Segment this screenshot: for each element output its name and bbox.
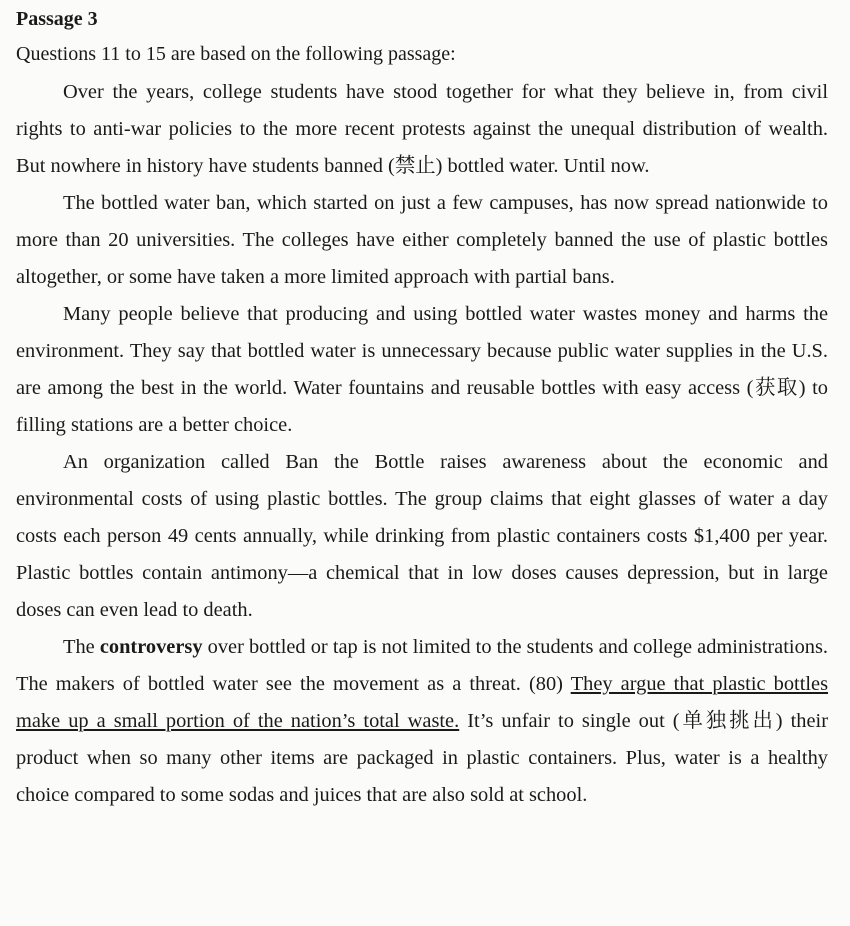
paragraph-3: Many people believe that producing and using bottled water wastes money and harms the environment. They say that bottled water is unnecessary because public water supplies in the U.S. are among the best in the world. Water fountains and reusable bottles with easy access (获取) to filling stations are a better choice. (16, 303, 828, 436)
keyword-controversy: controversy (99, 636, 203, 658)
paragraph-5 (16, 629, 828, 814)
paragraph-5-mid: over bottled or tap is not limited to the students and college administrations. The makers of bottled water see the movement as a threat. (80) (16, 636, 828, 695)
passage-title: Passage 3 (16, 8, 98, 30)
paragraph-2: The bottled water ban, which started on just a few campuses, has now spread nationwide to more than 20 universities. The colleges have either completely banned the use of plastic bottles altogether, or some have taken a more limited approach with partial bans. (16, 192, 828, 288)
paragraph-4: An organization called Ban the Bottle raises awareness about the economic and environmental costs of using plastic bottles. The group claims that eight glasses of water a day costs each person 49 cents annually, while drinking from plastic containers costs $1,400 per year. Plastic bottles contain antimony—a chemical that in low doses causes depression, but in large doses can even lead to death. (16, 451, 828, 621)
underlined-sentence: They argue that plastic bottles make up a small portion of the nation’s total waste. (16, 673, 829, 732)
paragraph-5-tail: It’s unfair to single out (单独挑出) their product when so many other items are packaged in plastic containers. Plus, water is a healthy choice compared to some sodas and juices that are also sold at school. (16, 710, 828, 806)
paragraph-5-lead: The (63, 636, 100, 658)
paragraph-1: Over the years, college students have stood together for what they believe in, from civil rights to anti-war policies to the more recent protests against the unequal distribution of wealth. But nowhere in history have students banned (禁止) bottled water. Until now. (16, 81, 828, 177)
passage-body (16, 74, 828, 814)
passage-intro: Questions 11 to 15 are based on the following passage: (16, 43, 456, 65)
